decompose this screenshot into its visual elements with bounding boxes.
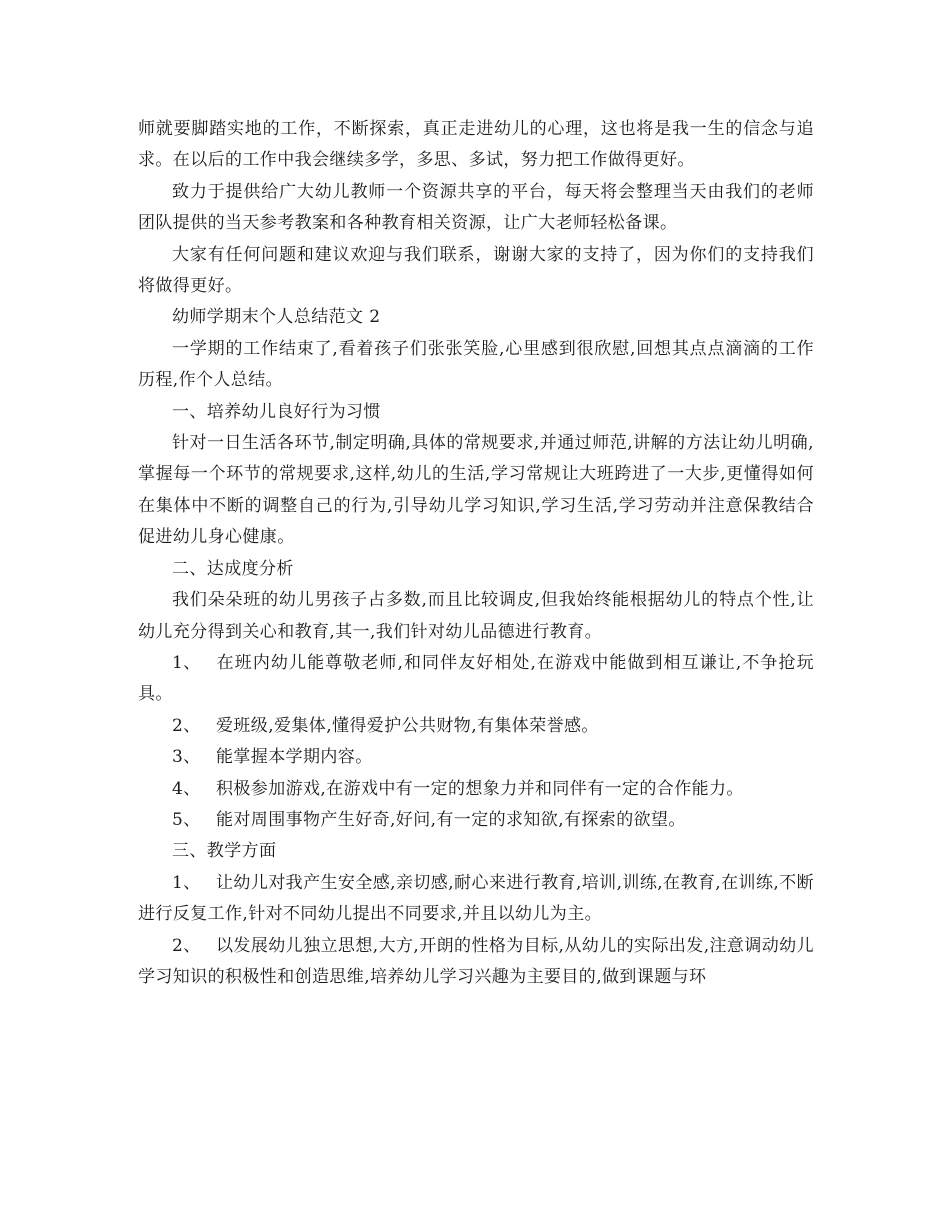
list-number: 4、 [172,778,201,799]
list-number: 5、 [172,809,201,830]
list-number: 3、 [172,747,201,768]
list-text: 能掌握本学期内容。 [216,747,373,768]
list-text: 能对周围事物产生好奇,好问,有一定的求知欲,有探索的欲望。 [216,809,686,830]
list-item [138,711,814,742]
list-item [138,648,814,711]
list-item [138,774,814,805]
list-item [138,931,814,994]
paragraph-platform-intro: 致力于提供给广大幼儿教师一个资源共享的平台，每天将会整理当天由我们的老师团队提供的当天参考教案和各种教育相关资源，让广大老师轻松备课。 [138,181,814,234]
paragraph-contact: 大家有任何问题和建议欢迎与我们联系，谢谢大家的支持了，因为你们的支持我们将做得更好。 [138,244,814,297]
paragraph-behavior-habits: 针对一日生活各环节,制定明确,具体的常规要求,并通过师范,讲解的方法让幼儿明确,掌握每一个环节的常规要求,这样,幼儿的生活,学习常规让大班跨进了一大步,更懂得如何在集体中不断的调整自己的行为,引导幼儿学习知识,学习生活,学习劳动并注意保教结合促进幼儿身心健康。 [138,433,814,548]
list-item [138,868,814,931]
list-text: 在班内幼儿能尊敬老师,和同伴友好相处,在游戏中能做到相互谦让,不争抢玩具。 [138,652,814,705]
heading-achievement-analysis: 二、达成度分析 [172,558,294,579]
list-number: 1、 [172,872,201,893]
list-number: 1、 [172,652,201,673]
paragraph-achievement-analysis: 我们朵朵班的幼儿男孩子占多数,而且比较调皮,但我始终能根据幼儿的特点个性,让幼儿充分得到关心和教育,其一,我们针对幼儿品德进行教育。 [138,590,814,642]
heading-behavior-habits: 一、培养幼儿良好行为习惯 [172,401,381,422]
list-text: 让幼儿对我产生安全感,亲切感,耐心来进行教育,培训,训练,在教育,在训练,不断进行反复工作,针对不同幼儿提出不同要求,并且以幼儿为主。 [138,872,814,925]
list-item [138,805,814,836]
paragraph-intro: 一学期的工作结束了,看着孩子们张张笑脸,心里感到很欣慰,回想其点点滴滴的工作历程,作个人总结。 [138,338,814,391]
document-page [138,114,814,993]
list-number: 2、 [172,715,201,736]
heading-teaching: 三、教学方面 [172,841,277,862]
list-text: 以发展幼儿独立思想,大方,开朗的性格为目标,从幼儿的实际出发,注意调动幼儿学习知识的积极性和创造思维,培养幼儿学习兴趣为主要目的,做到课题与环 [138,935,814,987]
list-number: 2、 [172,935,201,956]
list-text: 积极参加游戏,在游戏中有一定的想象力并和同伴有一定的合作能力。 [216,778,744,799]
list-item [138,742,814,773]
list-text: 爱班级,爱集体,懂得爱护公共财物,有集体荣誉感。 [216,715,599,736]
section-title: 幼师学期末个人总结范文 2 [172,307,381,328]
paragraph-continuation: 师就要脚踏实地的工作，不断探索，真正走进幼儿的心理，这也将是我一生的信念与追求。在以后的工作中我会继续多学，多思、多试，努力把工作做得更好。 [138,119,814,171]
